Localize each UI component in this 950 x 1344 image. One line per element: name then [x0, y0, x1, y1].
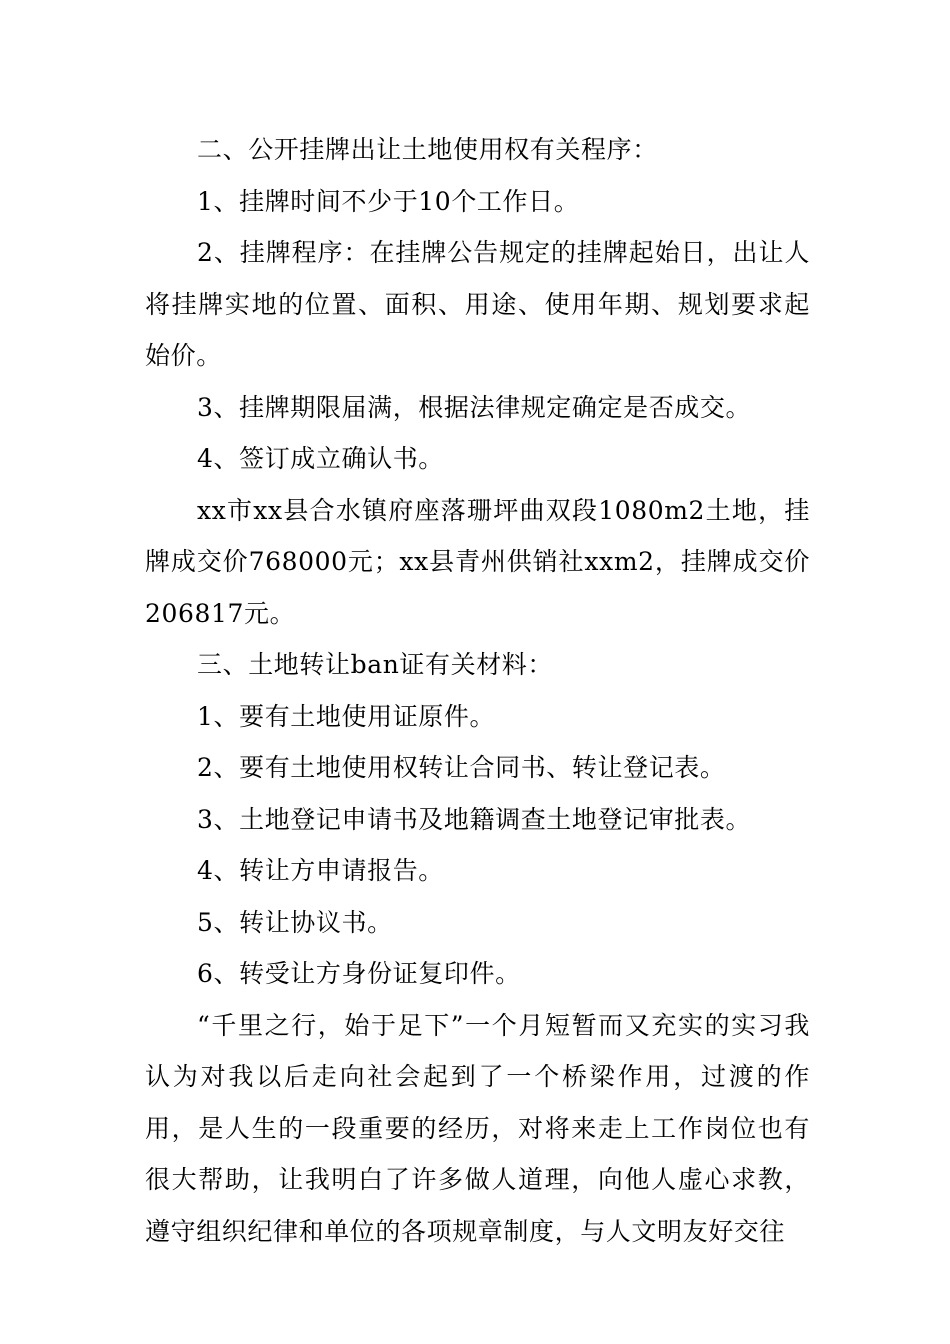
- list-item: 4、签订成立确认书。: [197, 444, 444, 473]
- section-heading-transfer-materials: 三、土地转让ban证有关材料：: [197, 650, 554, 679]
- list-item: 1、要有土地使用证原件。: [197, 701, 496, 731]
- reflection-paragraph: “千里之行，始于足下”一个月短暂而又充实的实习我认为对我以后走向社会起到了一个桥梁作用，过渡的作用，是人生的一段重要的经历，对将来走上工作岗位也有很大帮助，让我明白了许多做人道理，向他人虚心求教，遵守组织纪律和单位的各项规章制度，与人文明友好交往: [145, 1010, 810, 1246]
- list-item: 3、挂牌期限届满，根据法律规定确定是否成交。: [197, 392, 752, 422]
- list-item: 6、转受让方身份证复印件。: [197, 959, 521, 988]
- document-body: [145, 124, 810, 1257]
- list-item: 2、挂牌程序：在挂牌公告规定的挂牌起始日，出让人将挂牌实地的位置、面积、用途、使用年期、规划要求起始价。: [145, 238, 810, 370]
- list-item: 2、要有土地使用权转让合同书、转让登记表。: [197, 753, 726, 782]
- example-paragraph: xx市xx县合水镇府座落珊坪曲双段1080m2土地，挂牌成交价768000元；xx县青州供销社xxm2，挂牌成交价206817元。: [145, 495, 810, 628]
- list-item: 4、转让方申请报告。: [197, 856, 444, 885]
- list-item: 1、挂牌时间不少于10个工作日。: [197, 186, 580, 216]
- section-heading-listing-procedure: 二、公开挂牌出让土地使用权有关程序：: [197, 135, 658, 164]
- list-item: 5、转让协议书。: [197, 907, 393, 937]
- list-item: 3、土地登记申请书及地籍调查土地登记审批表。: [197, 804, 752, 834]
